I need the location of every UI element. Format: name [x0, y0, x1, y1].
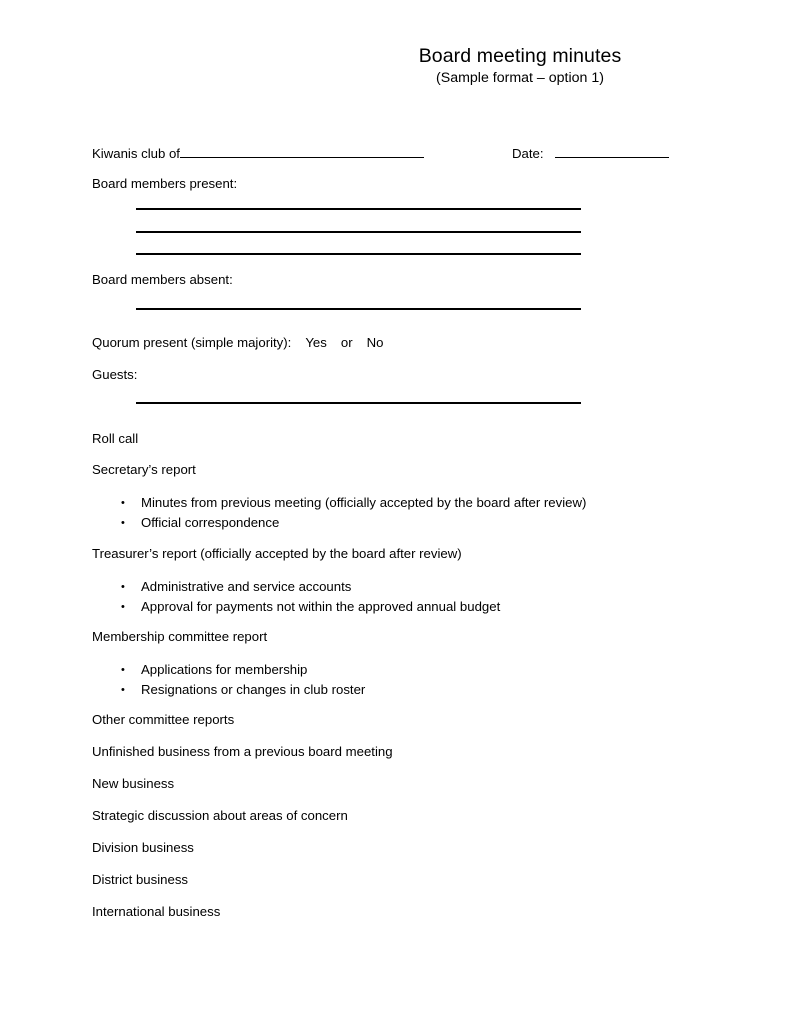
agenda-item-unfinished-business: Unfinished business from a previous board meeting [92, 744, 393, 759]
agenda-item-other-committee-reports: Other committee reports [92, 712, 235, 727]
members-present-line-3[interactable] [136, 253, 581, 255]
date-field-input[interactable] [555, 144, 669, 158]
list-item [121, 495, 586, 511]
members-absent-label: Board members absent: [92, 272, 233, 287]
date-field-label: Date: [512, 146, 544, 161]
agenda-item-international-business: International business [92, 904, 221, 919]
agenda-item-division-business: Division business [92, 840, 194, 855]
page-title: Board meeting minutes [418, 45, 622, 67]
club-field-label: Kiwanis club of [92, 146, 180, 161]
list-item-label: Official correspondence [141, 515, 280, 530]
members-present-line-2[interactable] [136, 231, 581, 233]
agenda-item-strategic-discussion: Strategic discussion about areas of concern [92, 808, 348, 823]
bullet-icon: • [121, 517, 125, 529]
quorum-conjunction: or [340, 335, 353, 350]
bullet-icon: • [121, 684, 125, 696]
club-field-input[interactable] [180, 144, 424, 158]
list-item [121, 515, 279, 531]
list-item-label: Administrative and service accounts [141, 579, 352, 594]
list-item [121, 599, 500, 615]
title-block [300, 44, 740, 88]
agenda-item-district-business: District business [92, 872, 189, 887]
agenda-item-treasurers-report: Treasurer’s report (officially accepted by the board after review) [92, 546, 462, 561]
bullet-icon: • [121, 664, 125, 676]
date-field-row [512, 144, 669, 162]
list-item-label: Approval for payments not within the approved annual budget [141, 599, 501, 614]
page-subtitle: (Sample format – option 1) [436, 70, 604, 86]
list-item [121, 579, 351, 595]
list-item-label: Resignations or changes in club roster [141, 682, 366, 697]
bullet-icon: • [121, 497, 125, 509]
quorum-option-no[interactable]: No [366, 335, 384, 350]
club-field-row [92, 144, 424, 162]
agenda-item-roll-call: Roll call [92, 431, 139, 446]
agenda-item-membership-committee-report: Membership committee report [92, 629, 268, 644]
members-absent-line-1[interactable] [136, 308, 581, 310]
bullet-icon: • [121, 581, 125, 593]
guests-label: Guests: [92, 367, 138, 382]
list-item-label: Applications for membership [141, 662, 308, 677]
list-item [121, 682, 365, 698]
list-item [121, 662, 307, 678]
quorum-label: Quorum present (simple majority): [92, 335, 292, 350]
members-present-line-1[interactable] [136, 208, 581, 210]
members-present-label: Board members present: [92, 176, 238, 191]
quorum-row [92, 335, 383, 351]
agenda-item-secretarys-report: Secretary’s report [92, 462, 196, 477]
bullet-icon: • [121, 601, 125, 613]
quorum-option-yes[interactable]: Yes [305, 335, 327, 350]
guests-line-1[interactable] [136, 402, 581, 404]
list-item-label: Minutes from previous meeting (officially accepted by the board after review) [141, 495, 587, 510]
agenda-item-new-business: New business [92, 776, 175, 791]
